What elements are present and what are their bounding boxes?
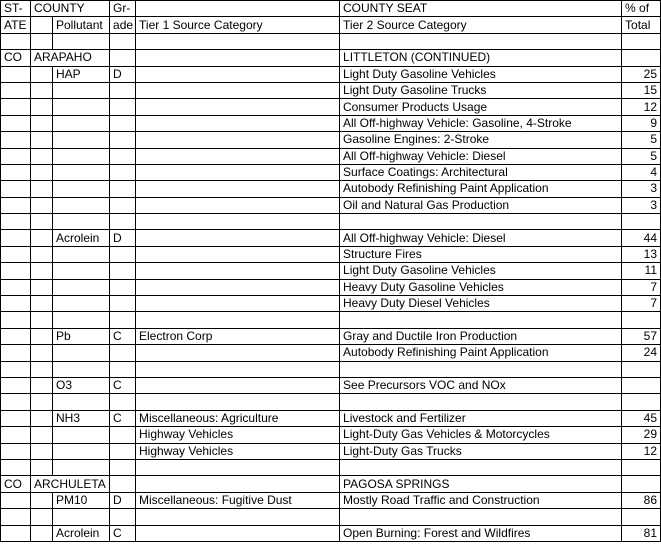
pollutant-cell [53,459,110,475]
table-row [1,148,661,164]
percent-total-cell: 5 [622,132,661,148]
state-cell [1,279,31,295]
percent-total-cell [622,214,661,230]
tier2-source-cell: Mostly Road Traffic and Construction [340,492,622,508]
tier2-source-cell: See Precursors VOC and NOx [340,377,622,393]
percent-total-cell: 57 [622,328,661,344]
tier1-source-cell: Electron Corp [136,328,340,344]
county-cell [31,148,53,164]
grade-cell [110,214,136,230]
tier1-source-cell [136,99,340,115]
pollutant-cell [53,443,110,459]
state-cell [1,328,31,344]
pollutant-cell [53,312,110,328]
county-cell: ARAPAHO [31,50,110,66]
table-row [1,394,661,410]
table-row [1,132,661,148]
state-cell [1,197,31,213]
state-cell [1,525,31,541]
tier2-source-cell [340,214,622,230]
tier2-source-cell [340,509,622,525]
tier1-source-cell [136,312,340,328]
percent-total-cell: 12 [622,443,661,459]
percent-total-cell: 3 [622,197,661,213]
tier2-source-cell: Surface Coatings: Architectural [340,164,622,180]
tier2-source-cell: Oil and Natural Gas Production [340,197,622,213]
pollutant-cell [53,509,110,525]
tier2-source-cell: All Off-highway Vehicle: Diesel [340,148,622,164]
table-row [1,214,661,230]
state-cell [1,66,31,82]
pollutant-cell: Acrolein [53,525,110,541]
grade-cell [110,50,136,66]
grade-cell: Gr- [110,1,136,17]
state-cell [1,509,31,525]
tier1-source-cell [136,66,340,82]
pollutant-cell [53,246,110,262]
tier1-source-cell: Highway Vehicles [136,443,340,459]
county-cell [31,525,53,541]
tier2-source-cell: Gray and Ductile Iron Production [340,328,622,344]
tier2-source-cell: Open Burning: Forest and Wildfires [340,525,622,541]
percent-total-cell [622,509,661,525]
percent-total-cell [622,50,661,66]
tier1-source-cell [136,525,340,541]
grade-cell: ade [110,17,136,33]
grade-cell [110,443,136,459]
state-cell [1,82,31,98]
state-cell [1,33,31,49]
grade-cell [110,82,136,98]
grade-cell [110,312,136,328]
county-cell [31,459,53,475]
state-cell [1,394,31,410]
tier1-source-cell [136,459,340,475]
table-row [1,263,661,279]
table-row [1,164,661,180]
grade-cell: C [110,410,136,426]
county-cell [31,33,53,49]
tier2-source-cell: Light-Duty Gas Trucks [340,443,622,459]
state-cell [1,459,31,475]
county-cell [31,99,53,115]
percent-total-cell [622,459,661,475]
tier2-source-cell: Gasoline Engines: 2-Stroke [340,132,622,148]
tier2-source-cell: All Off-highway Vehicle: Diesel [340,230,622,246]
pollutant-cell [53,296,110,312]
grade-cell [110,394,136,410]
percent-total-cell: 12 [622,99,661,115]
percent-total-cell: Total [622,17,661,33]
county-cell [31,66,53,82]
pollutant-cell: PM10 [53,492,110,508]
county-cell [31,345,53,361]
tier2-source-cell: Livestock and Fertilizer [340,410,622,426]
tier1-source-cell [136,148,340,164]
grade-cell [110,361,136,377]
table-row [1,115,661,131]
tier2-source-cell: Heavy Duty Gasoline Vehicles [340,279,622,295]
tier1-source-cell [136,50,340,66]
tier1-source-cell [136,246,340,262]
pollutant-cell: Pb [53,328,110,344]
county-cell [31,82,53,98]
tier1-source-cell [136,1,340,17]
county-cell [31,181,53,197]
table-row [1,377,661,393]
pollutant-cell [53,361,110,377]
pollutant-cell [53,263,110,279]
tier2-source-cell: Light Duty Gasoline Vehicles [340,263,622,279]
percent-total-cell [622,361,661,377]
pollutant-cell: HAP [53,66,110,82]
tier1-source-cell [136,181,340,197]
county-cell [31,115,53,131]
pollutant-cell: O3 [53,377,110,393]
pollutant-cell [53,181,110,197]
county-cell [31,132,53,148]
tier2-source-cell [340,361,622,377]
state-cell [1,296,31,312]
county-cell [31,197,53,213]
state-cell [1,492,31,508]
pollutant-cell: Pollutant [53,17,110,33]
tier1-source-cell [136,164,340,180]
state-cell [1,214,31,230]
pollutant-cell [53,33,110,49]
grade-cell: C [110,328,136,344]
tier1-source-cell: Tier 1 Source Category [136,17,340,33]
percent-total-cell: 25 [622,66,661,82]
state-cell [1,263,31,279]
table-row [1,476,661,492]
county-cell [31,263,53,279]
state-cell [1,377,31,393]
county-cell [31,394,53,410]
county-cell [31,427,53,443]
county-cell: COUNTY [31,1,110,17]
table-row [1,410,661,426]
table-row [1,328,661,344]
county-cell [31,164,53,180]
state-cell [1,345,31,361]
grade-cell: C [110,525,136,541]
percent-total-cell [622,312,661,328]
state-cell [1,410,31,426]
percent-total-cell: 15 [622,82,661,98]
table-row [1,492,661,508]
tier1-source-cell [136,115,340,131]
state-cell [1,361,31,377]
table-row [1,345,661,361]
grade-cell [110,509,136,525]
tier1-source-cell [136,82,340,98]
percent-total-cell [622,377,661,393]
table-row [1,66,661,82]
grade-cell [110,296,136,312]
percent-total-cell [622,476,661,492]
pollutant-cell: Acrolein [53,230,110,246]
table-row [1,246,661,262]
state-cell [1,427,31,443]
county-cell [31,312,53,328]
tier2-source-cell [340,459,622,475]
tier2-source-cell: LITTLETON (CONTINUED) [340,50,622,66]
state-cell [1,132,31,148]
tier1-source-cell [136,279,340,295]
percent-total-cell: 7 [622,279,661,295]
state-cell [1,230,31,246]
pollutant-cell: NH3 [53,410,110,426]
percent-total-cell: 81 [622,525,661,541]
state-cell [1,99,31,115]
tier1-source-cell [136,377,340,393]
percent-total-cell: 3 [622,181,661,197]
county-cell [31,214,53,230]
table-row [1,230,661,246]
county-cell [31,296,53,312]
county-cell: ARCHULETA [31,476,110,492]
tier1-source-cell [136,361,340,377]
table-row [1,509,661,525]
state-cell [1,246,31,262]
grade-cell [110,132,136,148]
pollutant-cell [53,115,110,131]
tier2-source-cell: Tier 2 Source Category [340,17,622,33]
tier2-source-cell [340,33,622,49]
percent-total-cell: 4 [622,164,661,180]
grade-cell [110,459,136,475]
tier1-source-cell [136,197,340,213]
tier2-source-cell: Light Duty Gasoline Trucks [340,82,622,98]
tier1-source-cell [136,33,340,49]
grade-cell [110,345,136,361]
tier2-source-cell: Heavy Duty Diesel Vehicles [340,296,622,312]
pollutant-cell [53,132,110,148]
pollutant-cell [53,148,110,164]
grade-cell [110,148,136,164]
grade-cell [110,427,136,443]
table-row [1,361,661,377]
pollutant-cell [53,345,110,361]
grade-cell [110,263,136,279]
table-row [1,296,661,312]
county-cell [31,17,53,33]
county-cell [31,492,53,508]
table-row [1,181,661,197]
tier2-source-cell: Light-Duty Gas Vehicles & Motorcycles [340,427,622,443]
county-cell [31,509,53,525]
table-row [1,99,661,115]
percent-total-cell: 24 [622,345,661,361]
state-cell [1,181,31,197]
percent-total-cell [622,33,661,49]
header-row [1,17,661,33]
tier1-source-cell [136,132,340,148]
grade-cell [110,197,136,213]
tier1-source-cell [136,476,340,492]
table-row [1,197,661,213]
tier1-source-cell [136,509,340,525]
percent-total-cell: 45 [622,410,661,426]
state-cell [1,148,31,164]
grade-cell [110,33,136,49]
grade-cell: D [110,492,136,508]
state-cell: ST- [1,1,31,17]
tier1-source-cell [136,394,340,410]
tier2-source-cell: Consumer Products Usage [340,99,622,115]
tier2-source-cell: Autobody Refinishing Paint Application [340,345,622,361]
grade-cell: D [110,230,136,246]
tier1-source-cell [136,214,340,230]
grade-cell [110,99,136,115]
grade-cell [110,181,136,197]
tier1-source-cell: Miscellaneous: Agriculture [136,410,340,426]
table-body [1,1,661,542]
tier2-source-cell: COUNTY SEAT [340,1,622,17]
state-cell [1,164,31,180]
pollutant-cell [53,164,110,180]
state-cell [1,443,31,459]
table-row [1,459,661,475]
grade-cell [110,476,136,492]
tier1-source-cell [136,296,340,312]
tier1-source-cell: Miscellaneous: Fugitive Dust [136,492,340,508]
table-row [1,427,661,443]
pollutant-cell [53,394,110,410]
tier1-source-cell [136,263,340,279]
grade-cell [110,246,136,262]
pollutant-cell [53,214,110,230]
percent-total-cell: 29 [622,427,661,443]
pollutant-cell [53,197,110,213]
grade-cell: D [110,66,136,82]
state-cell: CO [1,50,31,66]
table-row [1,50,661,66]
table-row [1,525,661,541]
county-cell [31,230,53,246]
header-row [1,1,661,17]
table-row [1,279,661,295]
table-row [1,443,661,459]
grade-cell: C [110,377,136,393]
percent-total-cell [622,394,661,410]
percent-total-cell: 5 [622,148,661,164]
tier2-source-cell: Light Duty Gasoline Vehicles [340,66,622,82]
tier2-source-cell: All Off-highway Vehicle: Gasoline, 4-Stroke [340,115,622,131]
percent-total-cell: 86 [622,492,661,508]
tier1-source-cell: Highway Vehicles [136,427,340,443]
state-cell [1,115,31,131]
tier2-source-cell: Autobody Refinishing Paint Application [340,181,622,197]
state-cell: CO [1,476,31,492]
county-cell [31,279,53,295]
pollutant-cell [53,279,110,295]
pollutant-cell [53,427,110,443]
county-cell [31,377,53,393]
table-row [1,82,661,98]
grade-cell [110,115,136,131]
county-cell [31,246,53,262]
percent-total-cell: 13 [622,246,661,262]
state-cell: ATE [1,17,31,33]
county-cell [31,410,53,426]
percent-total-cell: 44 [622,230,661,246]
percent-total-cell: 7 [622,296,661,312]
percent-total-cell: 11 [622,263,661,279]
tier1-source-cell [136,345,340,361]
table-row [1,312,661,328]
table-row [1,33,661,49]
grade-cell [110,279,136,295]
county-cell [31,361,53,377]
state-cell [1,312,31,328]
tier1-source-cell [136,230,340,246]
county-cell [31,443,53,459]
tier2-source-cell: PAGOSA SPRINGS [340,476,622,492]
tier2-source-cell: Structure Fires [340,246,622,262]
grade-cell [110,164,136,180]
county-cell [31,328,53,344]
tier2-source-cell [340,312,622,328]
tier2-source-cell [340,394,622,410]
percent-total-cell: % of [622,1,661,17]
pollutant-cell [53,99,110,115]
pollutant-cell [53,82,110,98]
percent-total-cell: 9 [622,115,661,131]
